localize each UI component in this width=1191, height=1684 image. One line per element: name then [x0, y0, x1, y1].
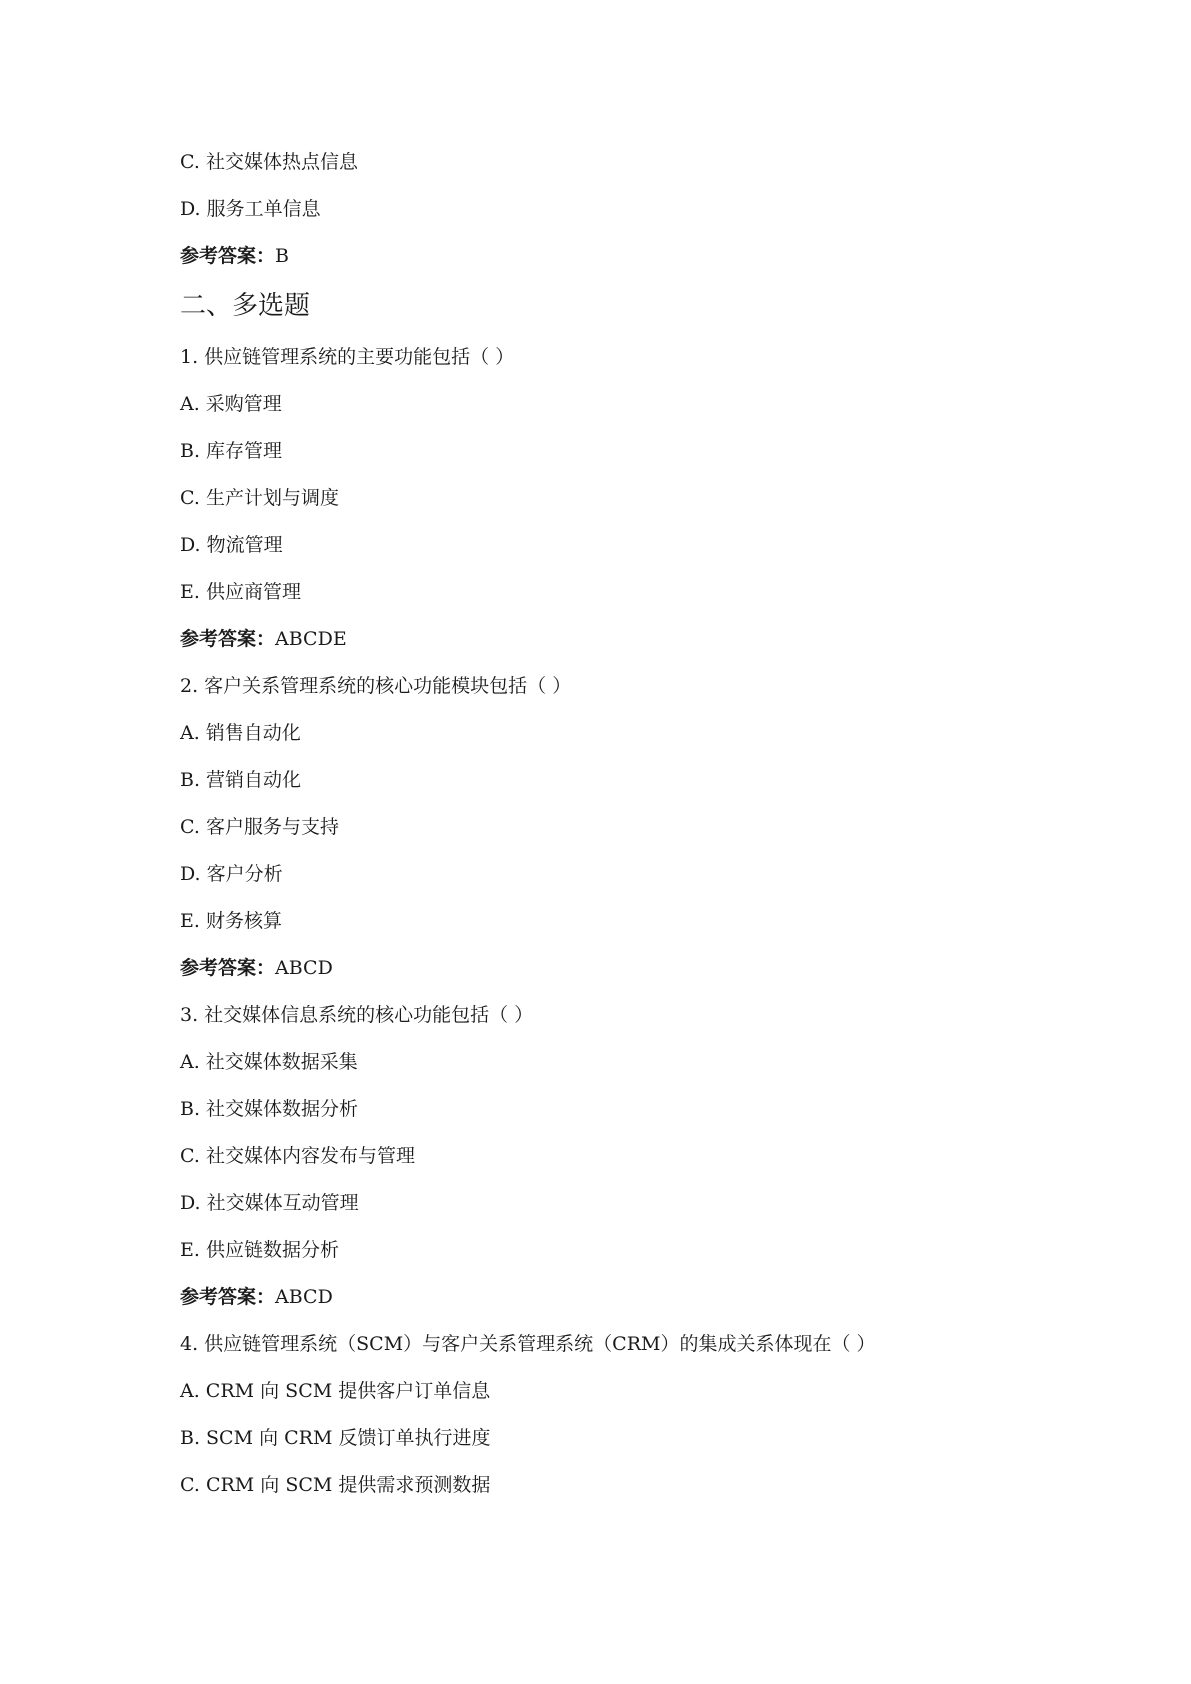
answer-line: [180, 242, 1080, 270]
option-text: B. 库存管理: [180, 440, 283, 462]
option-text: D. 社交媒体互动管理: [180, 1192, 359, 1214]
option-text: E. 供应链数据分析: [180, 1239, 339, 1261]
answer-value: ABCD: [275, 1286, 333, 1308]
answer-value: ABCDE: [275, 628, 347, 650]
question-text: 4. 供应链管理系统（SCM）与客户关系管理系统（CRM）的集成关系体现在（ ）: [180, 1333, 876, 1355]
option-text: A. 采购管理: [180, 393, 282, 415]
answer-line: [180, 1283, 1080, 1311]
option-text: C. 生产计划与调度: [180, 487, 339, 509]
question-text: 1. 供应链管理系统的主要功能包括（ ）: [180, 346, 515, 368]
answer-label: 参考答案：: [180, 628, 276, 650]
option-text: A. CRM 向 SCM 提供客户订单信息: [180, 1380, 491, 1402]
option-text: C. 社交媒体内容发布与管理: [180, 1145, 415, 1167]
option-text: B. 营销自动化: [180, 769, 302, 791]
answer-line: [180, 625, 1080, 653]
answer-label: 参考答案：: [180, 957, 276, 979]
answer-line: [180, 954, 1080, 982]
option-text: C. 社交媒体热点信息: [180, 151, 358, 173]
option-text: E. 财务核算: [180, 910, 282, 932]
answer-label: 参考答案：: [180, 1286, 276, 1308]
option-text: E. 供应商管理: [180, 581, 301, 603]
question-text: 3. 社交媒体信息系统的核心功能包括（ ）: [180, 1004, 534, 1026]
option-text: B. SCM 向 CRM 反馈订单执行进度: [180, 1427, 491, 1449]
answer-value: B: [275, 245, 289, 267]
option-text: D. 客户分析: [180, 863, 283, 885]
option-text: D. 物流管理: [180, 534, 283, 556]
option-text: C. 客户服务与支持: [180, 816, 339, 838]
answer-label: 参考答案：: [180, 245, 276, 267]
option-text: C. CRM 向 SCM 提供需求预测数据: [180, 1474, 491, 1496]
option-text: A. 销售自动化: [180, 722, 301, 744]
option-text: B. 社交媒体数据分析: [180, 1098, 359, 1120]
document-page: [180, 148, 1080, 1518]
section-title: 二、多选题: [180, 291, 311, 321]
answer-value: ABCD: [275, 957, 333, 979]
option-text: A. 社交媒体数据采集: [180, 1051, 358, 1073]
option-text: D. 服务工单信息: [180, 198, 321, 220]
question-text: 2. 客户关系管理系统的核心功能模块包括（ ）: [180, 675, 572, 697]
